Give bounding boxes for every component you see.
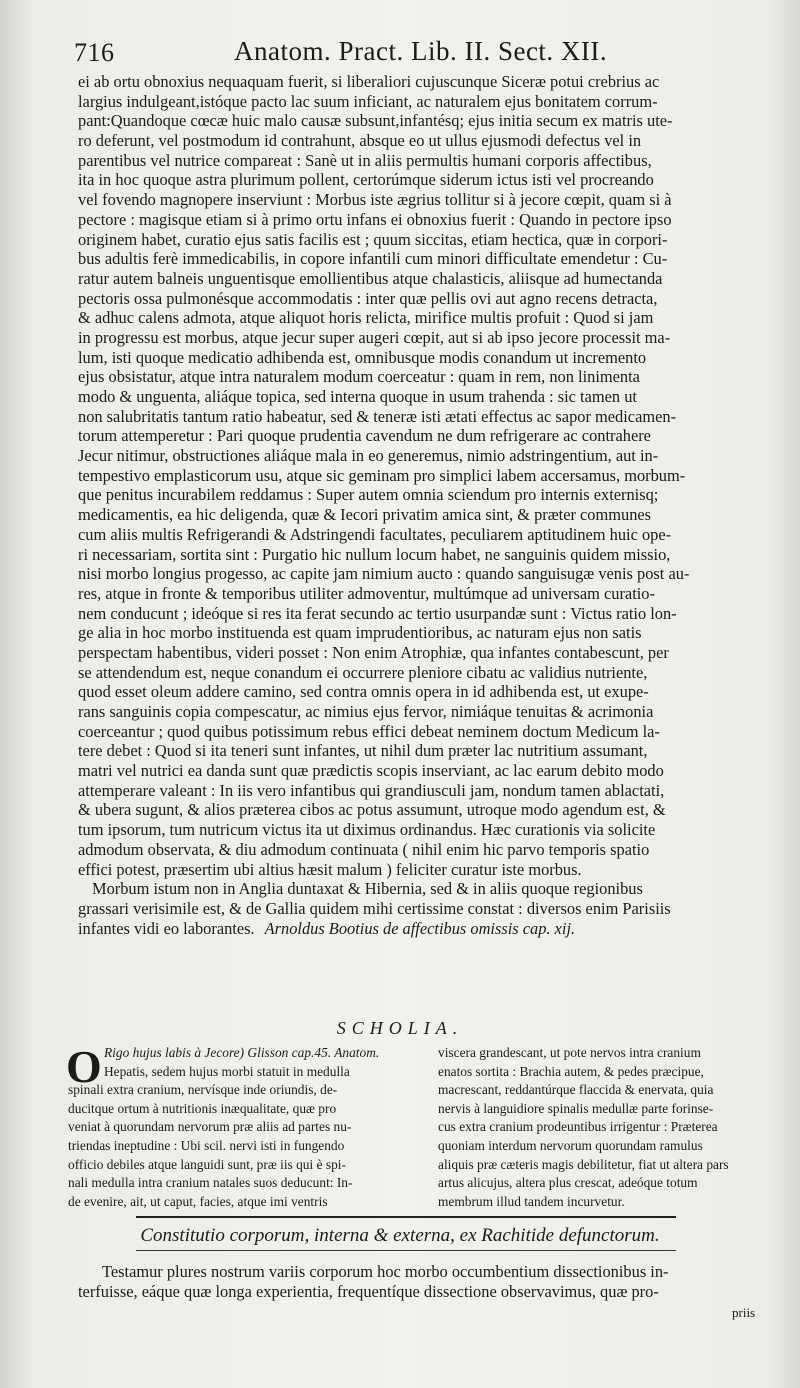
scholia-line: quoniam interdum nervorum quorundam ramulus bbox=[438, 1137, 703, 1153]
scholia-line: Hepatis, sedem hujus morbi statuit in medulla bbox=[104, 1063, 350, 1079]
scholia-line: cus extra cranium prodeuntibus irrigentur : Præterea bbox=[438, 1119, 718, 1135]
section-rule-bottom bbox=[136, 1250, 676, 1251]
scholia-line: nali medulla intra cranium natales suos deducunt: In- bbox=[68, 1175, 353, 1191]
text-line: que penitus incurabilem reddamus : Super autem omnia sciendum pro internis externisq; bbox=[78, 485, 659, 505]
scholia-line: artus alicujus, altera plus crescat, adeóque totum bbox=[438, 1175, 698, 1191]
text-line: Jecur nitimur, obstructiones aliáque mala in eo generemus, nimio adstringentium, aut in- bbox=[78, 446, 659, 466]
text-line: attemperare valeant : In iis vero infantibus qui grandiusculi jam, nondum tamen ablactati, bbox=[78, 780, 665, 800]
scholia-line: membrum illud tandem incurvetur. bbox=[438, 1193, 625, 1209]
scholia-line: officio debiles atque languidi sunt, præ iis qui è spi- bbox=[68, 1156, 346, 1172]
text-line: admodum observata, & diu admodum continuata ( nihil enim hic parvo temporis spatio bbox=[78, 839, 650, 859]
scholia-line: spinali extra cranium, nervísque inde oriundis, de- bbox=[68, 1082, 338, 1098]
text-line: non salubritatis tantum ratio habeatur, sed & teneræ isti ætati effectus ac sapor medicamen- bbox=[78, 406, 677, 426]
text-line: ge alia in hoc morbo instituenda est quam imprudentioribus, ac naturam ejus non satis bbox=[78, 623, 642, 643]
drop-cap-initial: O bbox=[66, 1041, 102, 1092]
text-line: ei ab ortu obnoxius nequaquam fuerit, si liberaliori cujuscunque Siceræ potui crebrius ac bbox=[78, 72, 660, 91]
text-line: Morbum istum non in Anglia duntaxat & Hibernia, sed & in aliis quoque regionibus bbox=[92, 879, 643, 899]
text-line: ro deferunt, vel postmodum id contrahunt, absque eo ut ullus ejusmodi defectus vel in bbox=[78, 131, 642, 151]
scholia-line: enatos sortita : Brachia autem, & pedes præcipue, bbox=[438, 1063, 704, 1079]
text-line: coerceantur ; quod quibus potissimum rebus effici debeat neminem doctum Medicum la- bbox=[78, 721, 660, 741]
section-title: Constitutio corporum, interna & externa, ex Rachitide defunctorum. bbox=[140, 1225, 660, 1246]
catchword: priis bbox=[732, 1305, 756, 1320]
text-line: bus adultis ferè immedicabilis, in copore infantili cum minori difficultate emendetur : Cu- bbox=[78, 249, 668, 269]
text-line: tum ipsorum, tum nutricum victus ita ut diximus ordinandus. Hæc curationis via solicite bbox=[78, 820, 656, 840]
text-line: effici potest, præsertim ubi altius hæsit malum ) feliciter curatur iste morbus. bbox=[78, 859, 582, 879]
scholia-line: ducitque ortum à nutritionis inæqualitate, quæ pro bbox=[68, 1100, 337, 1116]
scholia-block bbox=[66, 1041, 766, 1214]
text-line: & ubera sugunt, & alios præterea cibos ac potus assumunt, utroque modo agendum est, & bbox=[78, 800, 666, 820]
text-line-main: infantes vidi eo laborantes. bbox=[78, 918, 255, 938]
text-line: torum attemperetur : Pari quoque prudentia cavendum ne dum refrigerare ac contrahere bbox=[78, 426, 651, 446]
text-line: ejus obsistatur, atque intra naturalem modum coerceatur : quam in rem, non linimenta bbox=[78, 367, 640, 387]
text-line: ita in hoc quoque astra plurimum pollent, certorúmque siderum ictus isti vel procreando bbox=[78, 170, 654, 190]
text-line: modo & unguenta, aliáque topica, sed interna quoque in usum trahenda : sic tamen ut bbox=[78, 387, 637, 406]
scholia-line: Rigo hujus labis à Jecore) Glisson cap.45. Anatom. bbox=[104, 1045, 380, 1060]
text-line: se attendendum est, neque conandum ei occurrere pleniore cibatu ac validius nutriente, bbox=[78, 662, 648, 682]
scholia-line: viscera grandescant, ut pote nervos intra cranium bbox=[438, 1045, 701, 1060]
text-line: originem habet, curatio ejus satis facilis est ; quum siccitas, etiam hectica, quæ in corpori- bbox=[78, 229, 668, 249]
text-line: matri vel nutrici ea danda sunt quæ prædictis scopis inserviant, ac lac earum debito modo bbox=[78, 761, 664, 781]
scholia-line: macrescant, reddantúrque flaccida & enervata, quia bbox=[438, 1082, 714, 1098]
scholia-line: de evenire, ait, ut caput, facies, atque imi ventris bbox=[68, 1193, 328, 1209]
text-line: parentibus vel nutrice compareat : Sanè ut in aliis permultis humani corporis affectibus, bbox=[78, 150, 652, 170]
final-paragraph bbox=[78, 1262, 772, 1302]
text-line: quod esset oleum addere camino, sed contra omnis opera in id adhibenda est, ut exupe- bbox=[78, 682, 649, 702]
page-number: 716 bbox=[74, 38, 115, 67]
text-line: grassari verisimile est, & de Gallia quidem mihi certissime constat : diversos enim Parisiis bbox=[78, 898, 671, 918]
text-line: ri necessariam, sortita sint : Purgatio hic nullum locum habet, ne sanguinis quidem missio, bbox=[78, 544, 671, 564]
text-line: lum, isti quoque medicatio adhibenda est, omnibusque modis conandum ut incremento bbox=[78, 347, 647, 367]
page-header bbox=[74, 38, 754, 72]
text-line: nisi morbo longius progesso, ac capite jam nimium aucto : quando sanguisugæ venis post au- bbox=[78, 564, 690, 584]
text-line: tempestivo emplasticorum usu, atque sic geminam pro simplici labem accersamus, morbum- bbox=[78, 465, 686, 485]
text-line: terfuisse, eáque quæ longa experientia, frequentíque dissectione observavimus, quæ pro- bbox=[78, 1282, 659, 1301]
text-line: cum aliis multis Refrigerandi & Adstringendi facultates, peculiarem aptitudinem huic ope- bbox=[78, 524, 672, 544]
section-rule-top bbox=[136, 1216, 676, 1218]
scholia-line: nervis à languidiore spinalis medullæ parte forinse- bbox=[438, 1100, 714, 1116]
text-line: medicamentis, ea hic deligenda, quæ & Iecori privatim amica sint, & præter communes bbox=[78, 505, 652, 525]
running-head: Anatom. Pract. Lib. II. Sect. XII. bbox=[234, 36, 608, 66]
text-line: in progressu est morbus, atque jecur super augeri cœpit, aut si ab ipso jecore processit ma- bbox=[78, 327, 671, 347]
text-line: res, atque in fronte & temporibus utiliter admoventur, multúmque ad universam curatio- bbox=[78, 583, 655, 603]
text-line bbox=[78, 919, 758, 939]
text-line: nem conducunt ; ideóque si res ita ferat secundo ac tertio usurpandæ sunt : Victus ratio lon- bbox=[78, 603, 677, 623]
text-line: pant:Quandoque cœcæ huic malo causæ subsunt,infantésq; ejus initia secum ex matris ute- bbox=[78, 111, 673, 131]
scholia-left-column bbox=[66, 1041, 406, 1211]
text-line: largius indulgeant,istóque pacto lac suum inficiant, ac naturalem ejus bonitatem corrum- bbox=[78, 91, 658, 111]
text-line: tere debet : Quod si ita teneri sunt infantes, ut nihil dum præter lac nutritium assumant, bbox=[78, 741, 648, 761]
text-line: ratur autem balneis unguentisque emollientibus atque chalasticis, aliisque ad humectanda bbox=[78, 268, 663, 288]
text-line: rans sanguinis copia compescatur, ac nimius ejus fervor, nimiáque tenuitas & acrimonia bbox=[78, 702, 654, 721]
text-line: & adhuc calens admota, atque aliquot horis relicta, mirifice multis profuit : Quod si jam bbox=[78, 308, 654, 328]
text-line: perspectam habentibus, videri posset : Non enim Atrophiæ, qua infantes contabescunt, per bbox=[78, 642, 669, 662]
text-line: Testamur plures nostrum variis corporum hoc morbo occumbentium dissectionibus in- bbox=[102, 1262, 669, 1281]
text-line: vel fovendo magnopere inserviunt : Morbus iste ægrius tollitur si à jecore cœpit, quam si à bbox=[78, 190, 672, 210]
text-line: pectoris ossa pulmonésque accommodatis : inter quæ pellis ovi aut agno recens detracta, bbox=[78, 288, 658, 308]
scholia-line: aliquis præ cæteris magis debilitetur, fiat ut altera pars bbox=[438, 1156, 729, 1172]
scholia-line: veniat à quorundam nervorum præ aliis ad partes nu- bbox=[68, 1119, 352, 1135]
scholia-line: triendas ineptudine : Ubi scil. nervi isti in fungendo bbox=[68, 1137, 345, 1153]
citation: Arnoldus Bootius de affectibus omissis cap. xij. bbox=[264, 918, 576, 938]
text-line: pectore : magisque etiam si à primo ortu infans ei obnoxius fuerit : Quando in pectore ipso bbox=[78, 209, 672, 229]
main-body-text bbox=[78, 72, 758, 938]
scholia-heading: SCHOLIA. bbox=[336, 1018, 464, 1038]
scholia-right-column bbox=[438, 1044, 778, 1211]
